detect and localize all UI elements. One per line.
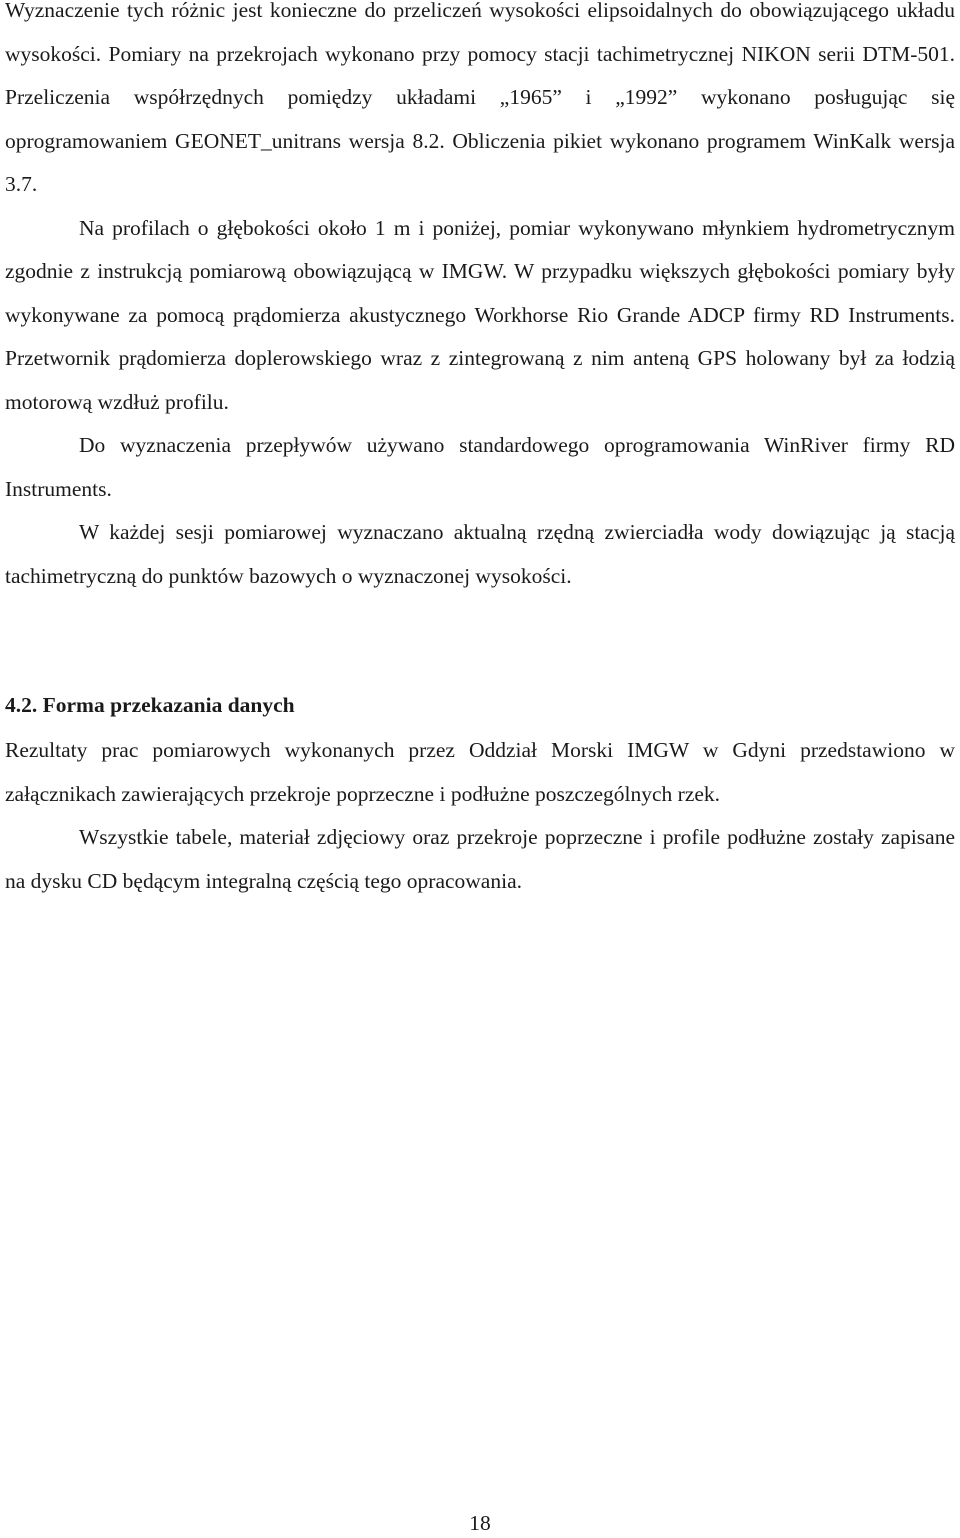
paragraph-flow-software: Do wyznaczenia przepływów używano standardowego oprogramowania WinRiver firmy RD Instruments.: [5, 433, 955, 501]
paragraph-cd-storage: Wszystkie tabele, materiał zdjęciowy oraz przekroje poprzeczne i profile podłużne zostały zapisane na dysku CD będącym integralną częścią tego opracowania.: [5, 825, 955, 893]
paragraph-water-level: W każdej sesji pomiarowej wyznaczano aktualną rzędną zwierciadła wody dowiązując ją stacją tachimetryczną do punktów bazowych o wyznaczonej wysokości.: [5, 520, 955, 588]
paragraph-height-conversion: Wyznaczenie tych różnic jest konieczne do przeliczeń wysokości elipsoidalnych do obowiązującego układu wysokości. Pomiary na przekrojach wykonano przy pomocy stacji tachimetrycznej NIKON serii DTM-501. Przeliczenia współrzędnych pomiędzy układami „1965” i „1992” wykonano posługując się oprogramowaniem GEONET_unitrans wersja 8.2. Obliczenia pikiet wykonano programem WinKalk wersja 3.7.: [5, 0, 955, 196]
section-methods-text: [5, 0, 955, 598]
paragraph-results: Rezultaty prac pomiarowych wykonanych przez Oddział Morski IMGW w Gdyni przedstawiono w załącznikach zawierających przekroje poprzeczne i podłużne poszczególnych rzek.: [5, 738, 955, 806]
paragraph-flow-measurement: Na profilach o głębokości około 1 m i poniżej, pomiar wykonywano młynkiem hydrometrycznym zgodnie z instrukcją pomiarową obowiązującą w IMGW. W przypadku większych głębokości pomiary były wykonywane za pomocą prądomierza akustycznego Workhorse Rio Grande ADCP firmy RD Instruments. Przetwornik prądomierza doplerowskiego wraz z zintegrowaną z nim anteną GPS holowany był za łodzią motorową wzdłuż profilu.: [5, 215, 955, 414]
section-heading: 4.2. Forma przekazania danych: [5, 693, 295, 717]
section-data-delivery-text: [5, 729, 955, 903]
page-number: 18: [469, 1511, 491, 1535]
